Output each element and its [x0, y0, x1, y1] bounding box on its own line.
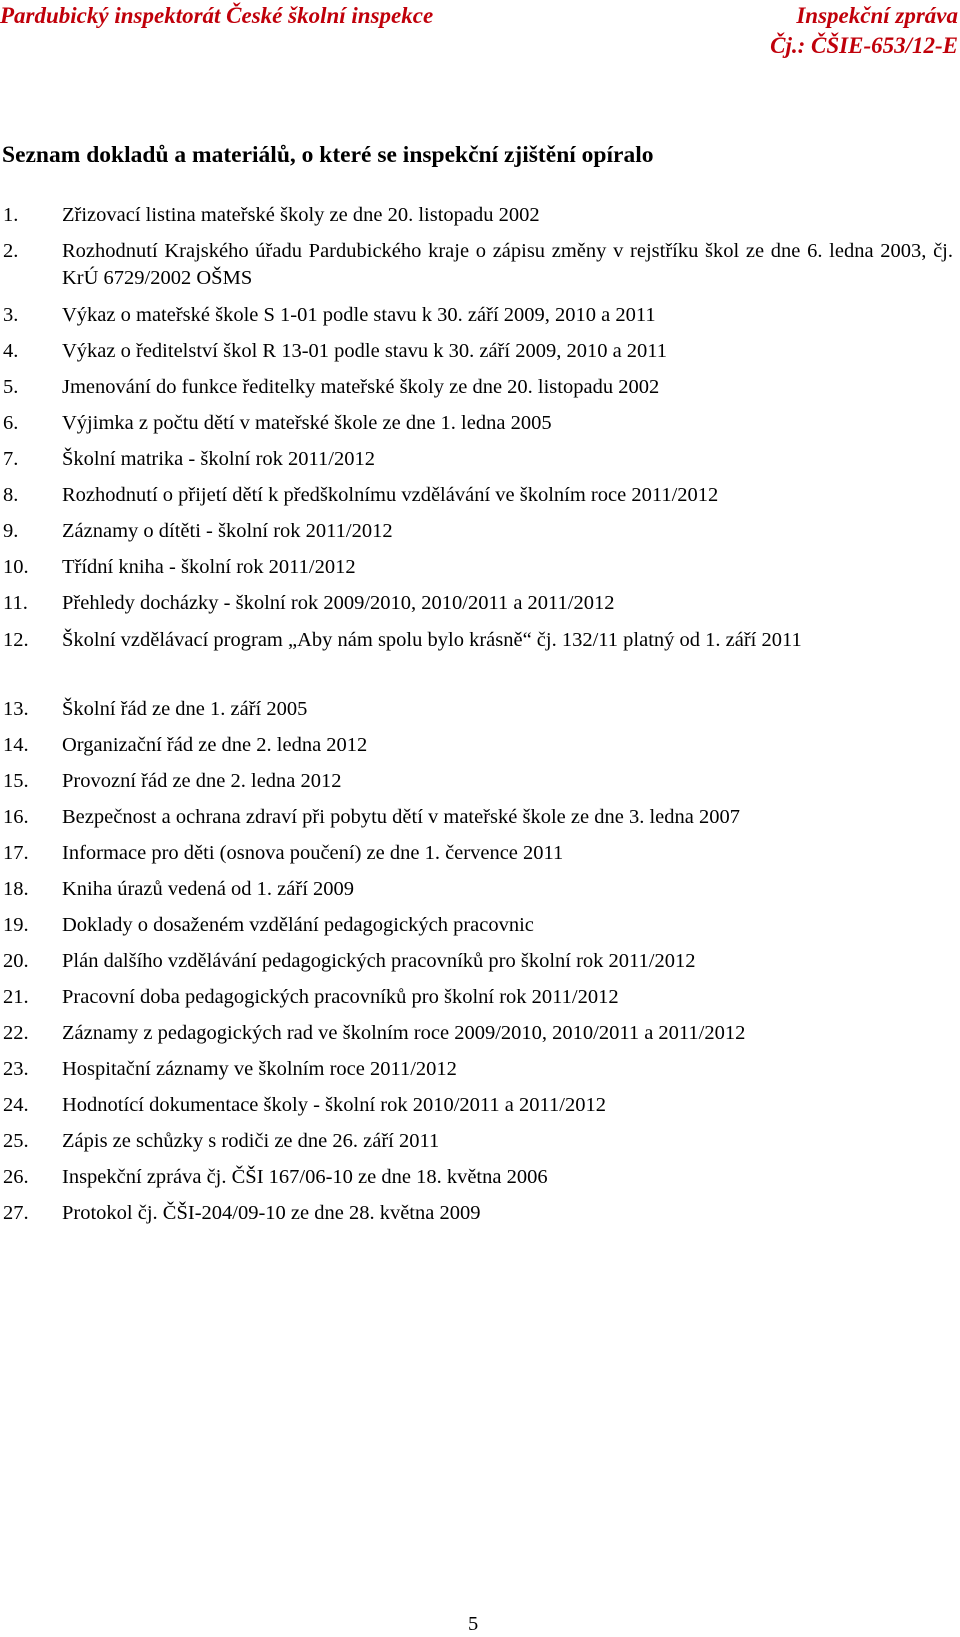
list-item-text: Organizační řád ze dne 2. ledna 2012 [62, 734, 368, 756]
page-number: 5 [468, 1613, 479, 1635]
list-item-number: 5. [3, 376, 19, 398]
list-item-text: Plán dalšího vzdělávání pedagogických pracovníků pro školní rok 2011/2012 [62, 950, 696, 972]
list-item-number: 11. [3, 592, 28, 614]
list-item-text: Výkaz o ředitelství škol R 13-01 podle stavu k 30. září 2009, 2010 a 2011 [62, 340, 668, 362]
header-reference-number: Čj.: ČŠIE-653/12-E [770, 33, 958, 58]
list-item-text: Rozhodnutí o přijetí dětí k předškolnímu vzdělávání ve školním roce 2011/2012 [62, 484, 719, 506]
list-item-number: 2. [3, 240, 19, 262]
list-item-text: Výjimka z počtu dětí v mateřské škole ze dne 1. ledna 2005 [62, 412, 552, 434]
list-item-number: 15. [3, 770, 29, 792]
list-item-text: Protokol čj. ČŠI-204/09-10 ze dne 28. května 2009 [62, 1202, 481, 1224]
list-item-number: 9. [3, 520, 19, 542]
list-item-text: Školní matrika - školní rok 2011/2012 [62, 448, 375, 470]
header-report-type: Inspekční zpráva [796, 3, 958, 28]
list-item-text: Školní vzdělávací program „Aby nám spolu bylo krásně“ čj. 132/11 platný od 1. září 2011 [62, 629, 802, 651]
list-item-number: 10. [3, 556, 29, 578]
list-item-number: 22. [3, 1022, 29, 1044]
list-item-number: 3. [3, 304, 19, 326]
list-item-number: 20. [3, 950, 29, 972]
list-item-number: 12. [3, 629, 29, 651]
list-item-text: Provozní řád ze dne 2. ledna 2012 [62, 770, 342, 792]
list-item-number: 17. [3, 842, 29, 864]
list-item-text: Kniha úrazů vedená od 1. září 2009 [62, 878, 355, 900]
list-item-number: 21. [3, 986, 29, 1008]
list-item-number: 7. [3, 448, 19, 470]
list-item-number: 25. [3, 1130, 29, 1152]
list-item-text: Školní řád ze dne 1. září 2005 [62, 698, 308, 720]
list-item-number: 27. [3, 1202, 29, 1224]
list-item-number: 8. [3, 484, 19, 506]
list-item-number: 6. [3, 412, 19, 434]
list-item-text: Záznamy o dítěti - školní rok 2011/2012 [62, 520, 393, 542]
list-item-text: Výkaz o mateřské škole S 1-01 podle stavu k 30. září 2009, 2010 a 2011 [62, 304, 656, 326]
list-item-number: 18. [3, 878, 29, 900]
list-item-number: 13. [3, 698, 29, 720]
list-item-text: Záznamy z pedagogických rad ve školním roce 2009/2010, 2010/2011 a 2011/2012 [62, 1022, 746, 1044]
list-item-number: 26. [3, 1166, 29, 1188]
header-left: Pardubický inspektorát České školní inspekce [0, 3, 434, 28]
list-item-number: 24. [3, 1094, 29, 1116]
list-item-text: Třídní kniha - školní rok 2011/2012 [62, 556, 356, 578]
list-item-text: Informace pro děti (osnova poučení) ze dne 1. července 2011 [62, 842, 564, 864]
list-item-number: 16. [3, 806, 29, 828]
list-item-number: 4. [3, 340, 19, 362]
list-item-text: Hospitační záznamy ve školním roce 2011/2012 [62, 1058, 457, 1080]
list-item-number: 1. [3, 204, 19, 226]
list-item-text: Pracovní doba pedagogických pracovníků pro školní rok 2011/2012 [62, 986, 619, 1008]
list-item-text: Zápis ze schůzky s rodiči ze dne 26. září 2011 [62, 1130, 440, 1152]
list-item-number: 23. [3, 1058, 29, 1080]
list-item-number: 19. [3, 914, 29, 936]
list-item-text: Hodnotící dokumentace školy - školní rok 2010/2011 a 2011/2012 [62, 1094, 606, 1116]
page-title: Seznam dokladů a materiálů, o které se inspekční zjištění opíralo [2, 142, 654, 168]
list-item-text: Doklady o dosaženém vzdělání pedagogických pracovnic [62, 914, 534, 936]
list-item-text: Rozhodnutí Krajského úřadu Pardubického kraje o zápisu změny v rejstříku škol ze dne 6. ledna 2003, čj. KrÚ 6729/2002 OŠMS [62, 240, 953, 289]
list-item-text: Jmenování do funkce ředitelky mateřské školy ze dne 20. listopadu 2002 [62, 376, 660, 398]
list-item-text: Zřizovací listina mateřské školy ze dne 20. listopadu 2002 [62, 204, 540, 226]
list-item-number: 14. [3, 734, 29, 756]
list-item-text: Přehledy docházky - školní rok 2009/2010, 2010/2011 a 2011/2012 [62, 592, 615, 614]
list-item-text: Inspekční zpráva čj. ČŠI 167/06-10 ze dne 18. května 2006 [62, 1166, 548, 1188]
list-item-text: Bezpečnost a ochrana zdraví při pobytu dětí v mateřské škole ze dne 3. ledna 2007 [62, 806, 740, 828]
